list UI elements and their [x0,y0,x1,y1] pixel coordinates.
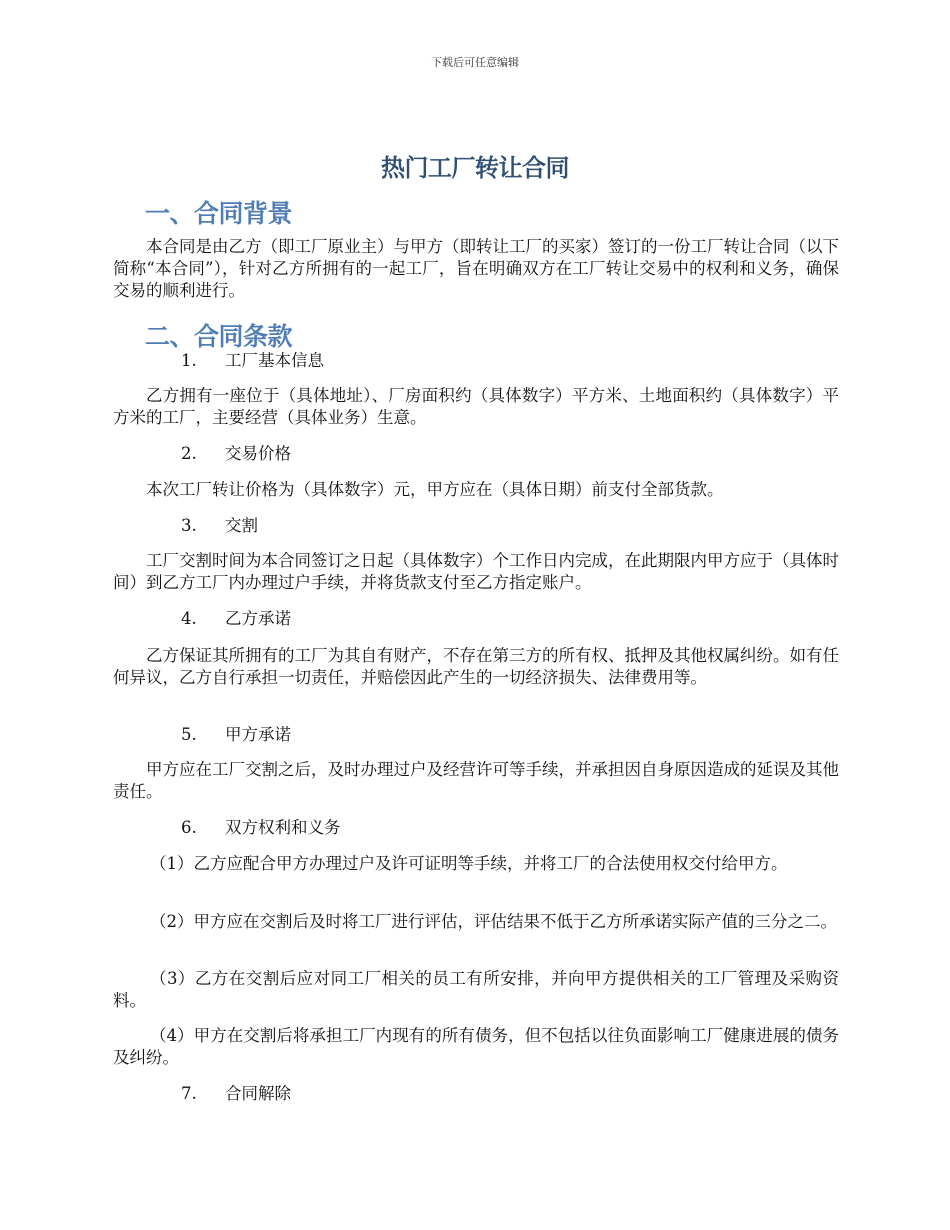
clause-number: 2. [181,444,197,463]
clause-item-3 [181,515,258,537]
clause-label: 双方权利和义务 [225,818,341,837]
paragraph-price: 本次工厂转让价格为（具体数字）元，甲方应在（具体日期）前支付全部货款。 [146,480,724,499]
paragraph-party-b-commitment: 乙方保证其所拥有的工厂为其自有财产，不存在第三方的所有权、抵押及其他权属纠纷。如有任何异议，乙方自行承担一切责任，并赔偿因此产生的一切经济损失、法律费用等。 [113,646,839,687]
clause-number: 3. [181,516,197,535]
subclause-3: （3）乙方在交割后应对同工厂相关的员工有所安排，并向甲方提供相关的工厂管理及采购资料。 [113,969,839,1010]
paragraph-factory-info: 乙方拥有一座位于（具体地址）、厂房面积约（具体数字）平方米、土地面积约（具体数字）平方米的工厂，主要经营（具体业务）生意。 [113,386,839,427]
header-note: 下载后可任意编辑 [431,56,519,69]
paragraph-delivery: 工厂交割时间为本合同签订之日起（具体数字）个工作日内完成，在此期限内甲方应于（具体时间）到乙方工厂内办理过户手续，并将货款支付至乙方指定账户。 [113,551,839,592]
clause-number: 6. [181,818,197,837]
section-heading-background: 一、合同背景 [145,199,293,228]
subclause-2: （2）甲方应在交割后及时将工厂进行评估，评估结果不低于乙方所承诺实际产值的三分之二。 [150,912,837,931]
subclause-4: （4）甲方在交割后将承担工厂内现有的所有债务，但不包括以往负面影响工厂健康进展的债务及纠纷。 [113,1026,839,1067]
clause-item-7 [181,1083,291,1105]
clause-number: 4. [181,609,197,628]
clause-number: 1. [181,351,197,370]
clause-label: 甲方承诺 [225,725,291,744]
clause-number: 5. [181,725,197,744]
paragraph-party-a-commitment: 甲方应在工厂交割之后，及时办理过户及经营许可等手续，并承担因自身原因造成的延误及其他责任。 [113,760,839,801]
section-heading-terms: 二、合同条款 [145,322,293,351]
subclause-1: （1）乙方应配合甲方办理过户及许可证明等手续，并将工厂的合法使用权交付给甲方。 [150,854,788,873]
clause-label: 交割 [225,516,258,535]
clause-item-5 [181,724,291,746]
clause-label: 乙方承诺 [225,609,291,628]
clause-label: 交易价格 [225,444,291,463]
clause-item-4 [181,608,291,630]
paragraph-intro: 本合同是由乙方（即工厂原业主）与甲方（即转让工厂的买家）签订的一份工厂转让合同（以下简称“本合同”），针对乙方所拥有的一起工厂，旨在明确双方在工厂转让交易中的权利和义务，确保交易的顺利进行。 [113,237,839,300]
clause-label: 合同解除 [225,1084,291,1103]
clause-item-6 [181,817,341,839]
clause-number: 7. [181,1084,197,1103]
clause-item-2 [181,443,291,465]
document-title: 热门工厂转让合同 [381,154,569,182]
clause-item-1 [181,350,324,372]
clause-label: 工厂基本信息 [225,351,324,370]
